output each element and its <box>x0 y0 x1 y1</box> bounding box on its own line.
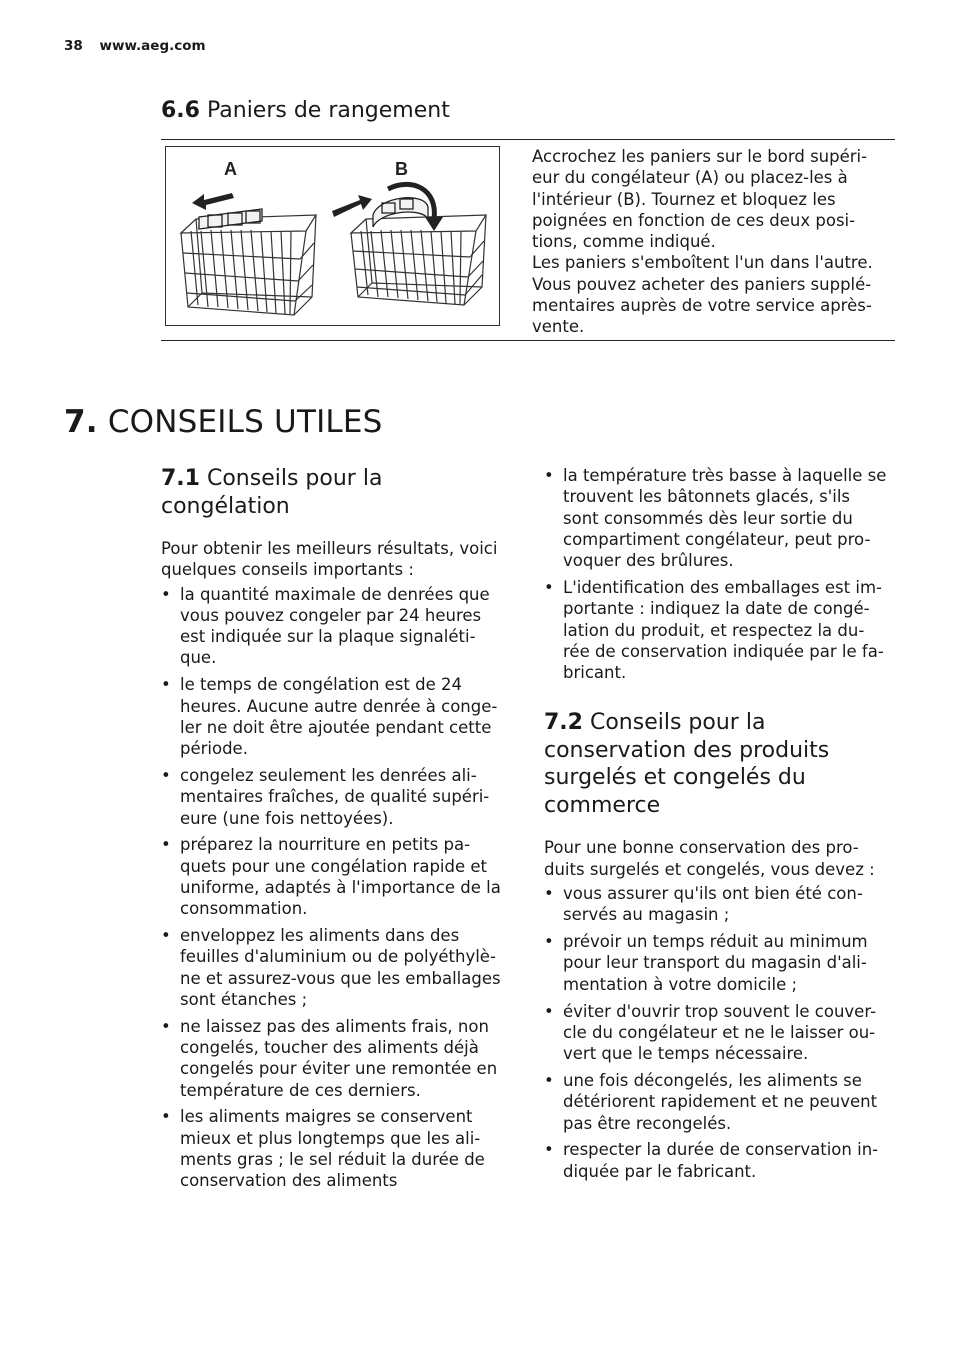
bottom-rule <box>161 340 895 341</box>
list-item <box>544 931 899 995</box>
list-item <box>161 1016 516 1101</box>
text-line: rée de conservation indiquée par le fa- <box>563 641 884 661</box>
text-line: • une fois décongelés, les aliments se <box>563 1070 862 1090</box>
right-column <box>544 465 899 1187</box>
text-line: ler ne doit être ajoutée pendant cette <box>180 717 492 737</box>
text-line: tions, comme indiqué. <box>532 232 716 252</box>
section-number: 6.6 <box>161 98 200 123</box>
text-line: mentation à votre domicile ; <box>563 974 798 994</box>
text-line: • congelez seulement les denrées ali- <box>180 765 477 785</box>
text-line: • ne laissez pas des aliments frais, non <box>180 1016 489 1036</box>
section-number: 7.1 <box>161 466 200 491</box>
text-line: vous pouvez congeler par 24 heures <box>180 605 482 625</box>
section-6-6-text <box>532 146 894 338</box>
basket-illustration <box>165 146 500 326</box>
text-line: congelés, toucher des aliments déjà <box>180 1038 479 1058</box>
text-line: sont consommés dès leur sortie du <box>563 508 853 528</box>
text-line: ments gras ; le sel réduit la durée de <box>180 1150 485 1170</box>
text-line: mentaires fraîches, de qualité supéri- <box>180 787 490 807</box>
heading-line <box>161 493 516 521</box>
section-title: surgelés et congelés du <box>544 765 806 791</box>
chapter-title: CONSEILS UTILES <box>107 404 383 440</box>
list-item <box>161 925 516 1010</box>
text-line: Pour obtenir les meilleurs résultats, voici <box>161 539 498 558</box>
list-item <box>161 674 516 759</box>
text-line: période. <box>180 739 248 759</box>
chapter-7-heading <box>64 404 383 440</box>
top-rule <box>161 139 895 140</box>
text-line: consommation. <box>180 899 308 919</box>
text-line: pas être recongelés. <box>563 1113 732 1133</box>
text-line: bricant. <box>563 663 627 683</box>
text-line: lation du produit, et respectez la du- <box>563 620 865 640</box>
text-line: • éviter d'ouvrir trop souvent le couver- <box>563 1001 877 1021</box>
label-a: A <box>224 159 237 179</box>
text-line: Accrochez les paniers sur le bord supéri- <box>532 147 868 166</box>
text-line: mentaires auprès de votre service après- <box>532 296 872 316</box>
section-title: congélation <box>161 493 290 519</box>
text-line: sont étanches ; <box>180 989 308 1009</box>
handle-b <box>373 198 428 227</box>
section-title: commerce <box>544 792 661 818</box>
list-item <box>544 465 899 571</box>
text-line: ne et assurez-vous que les emballages <box>180 968 501 988</box>
text-line: détériorent rapidement et ne peuvent <box>563 1092 878 1112</box>
text-line: poignées en fonction de ces deux posi- <box>532 210 856 230</box>
text-line: cle du congélateur et ne le laisser ou- <box>563 1022 876 1042</box>
text-line: • prévoir un temps réduit au minimum <box>563 932 868 952</box>
text-line: • vous assurer qu'ils ont bien été con- <box>563 884 863 904</box>
list-item <box>544 1070 899 1134</box>
text-line: • les aliments maigres se conservent <box>180 1107 473 1127</box>
text-line: l'intérieur (B). Tournez et bloquez les <box>532 189 836 209</box>
section-7-2-heading <box>544 709 899 819</box>
text-line: mieux et plus longtemps que les ali- <box>180 1128 481 1148</box>
text-line: Vous pouvez acheter des paniers supplé- <box>532 274 872 294</box>
section-title: Conseils pour la <box>589 710 766 736</box>
baskets-drawing <box>166 147 499 325</box>
list-item <box>544 577 899 683</box>
text-line: • le temps de congélation est de 24 <box>180 675 462 695</box>
text-line: • L'identification des emballages est im- <box>563 577 882 597</box>
section-7-1-intro <box>161 538 516 581</box>
list-item <box>544 1139 899 1182</box>
list-item <box>161 1106 516 1191</box>
basket-a <box>181 215 316 315</box>
left-column <box>161 465 516 1197</box>
text-line: eure (une fois nettoyées). <box>180 808 394 828</box>
website-link[interactable]: www.aeg.com <box>99 38 206 54</box>
text-line: que. <box>180 648 217 668</box>
section-6-6-heading <box>161 97 450 125</box>
handle-a <box>199 209 262 229</box>
list-item <box>161 765 516 829</box>
text-line: température de ces derniers. <box>180 1080 421 1100</box>
list-item <box>544 1001 899 1065</box>
text-line: servés au magasin ; <box>563 905 730 925</box>
text-line: vert que le temps nécessaire. <box>563 1044 809 1064</box>
section-number: 7.2 <box>544 710 583 736</box>
text-line: congelés pour éviter une remontée en <box>180 1059 498 1079</box>
page-header <box>64 38 206 54</box>
text-line: • préparez la nourriture en petits pa- <box>180 835 471 855</box>
text-line: duits surgelés et congelés, vous devez : <box>544 859 875 879</box>
text-line: Pour une bonne conservation des pro- <box>544 838 859 858</box>
text-line: feuilles d'aluminium ou de polyéthylè- <box>180 947 496 967</box>
section-7-1-bullets <box>161 584 516 1192</box>
text-line: portante : indiquez la date de congé- <box>563 599 870 619</box>
heading-line <box>544 764 899 792</box>
page-number: 38 <box>64 38 83 54</box>
chapter-number: 7. <box>64 404 98 440</box>
text-line: heures. Aucune autre denrée à conge- <box>180 696 498 716</box>
section-title: Paniers de rangement <box>206 98 450 123</box>
text-line: • la température très basse à laquelle se <box>563 466 887 485</box>
section-title: Conseils pour la <box>206 466 383 491</box>
text-line: quelques conseils importants : <box>161 560 414 580</box>
list-item <box>544 883 899 926</box>
text-line: compartiment congélateur, peut pro- <box>563 529 871 549</box>
label-b: B <box>395 159 408 179</box>
text-line: • enveloppez les aliments dans des <box>180 926 460 946</box>
basket-b <box>351 215 486 305</box>
heading-line <box>161 465 516 493</box>
text-line: trouvent les bâtonnets glacés, s'ils <box>563 487 851 507</box>
text-line: Les paniers s'emboîtent l'un dans l'autre. <box>532 253 873 273</box>
arrow-right-icon <box>332 195 372 217</box>
text-line: diquée par le fabricant. <box>563 1161 757 1181</box>
text-line: uniforme, adaptés à l'importance de la <box>180 877 501 897</box>
heading-line <box>544 792 899 820</box>
section-7-2-bullets <box>544 883 899 1182</box>
list-item <box>161 834 516 919</box>
rotate-arrowhead-icon <box>425 217 443 231</box>
section-7-1-bullets-continued <box>544 465 899 683</box>
text-line: • respecter la durée de conservation in- <box>563 1140 879 1160</box>
heading-line <box>544 737 899 765</box>
text-line: quets pour une congélation rapide et <box>180 856 487 876</box>
section-title: conservation des produits <box>544 737 830 763</box>
section-7-2-intro <box>544 837 899 880</box>
heading-line <box>544 709 899 737</box>
arrow-left-icon <box>192 193 234 210</box>
text-line: est indiquée sur la plaque signaléti- <box>180 627 476 647</box>
list-item <box>161 584 516 669</box>
text-line: voquer des brûlures. <box>563 551 734 571</box>
text-line: • la quantité maximale de denrées que <box>180 584 490 604</box>
text-line: conservation des aliments <box>180 1171 398 1191</box>
text-line: eur du congélateur (A) ou placez-les à <box>532 168 848 188</box>
text-line: pour leur transport du magasin d'ali- <box>563 953 867 973</box>
text-line: vente. <box>532 317 585 337</box>
section-7-1-heading <box>161 465 516 520</box>
